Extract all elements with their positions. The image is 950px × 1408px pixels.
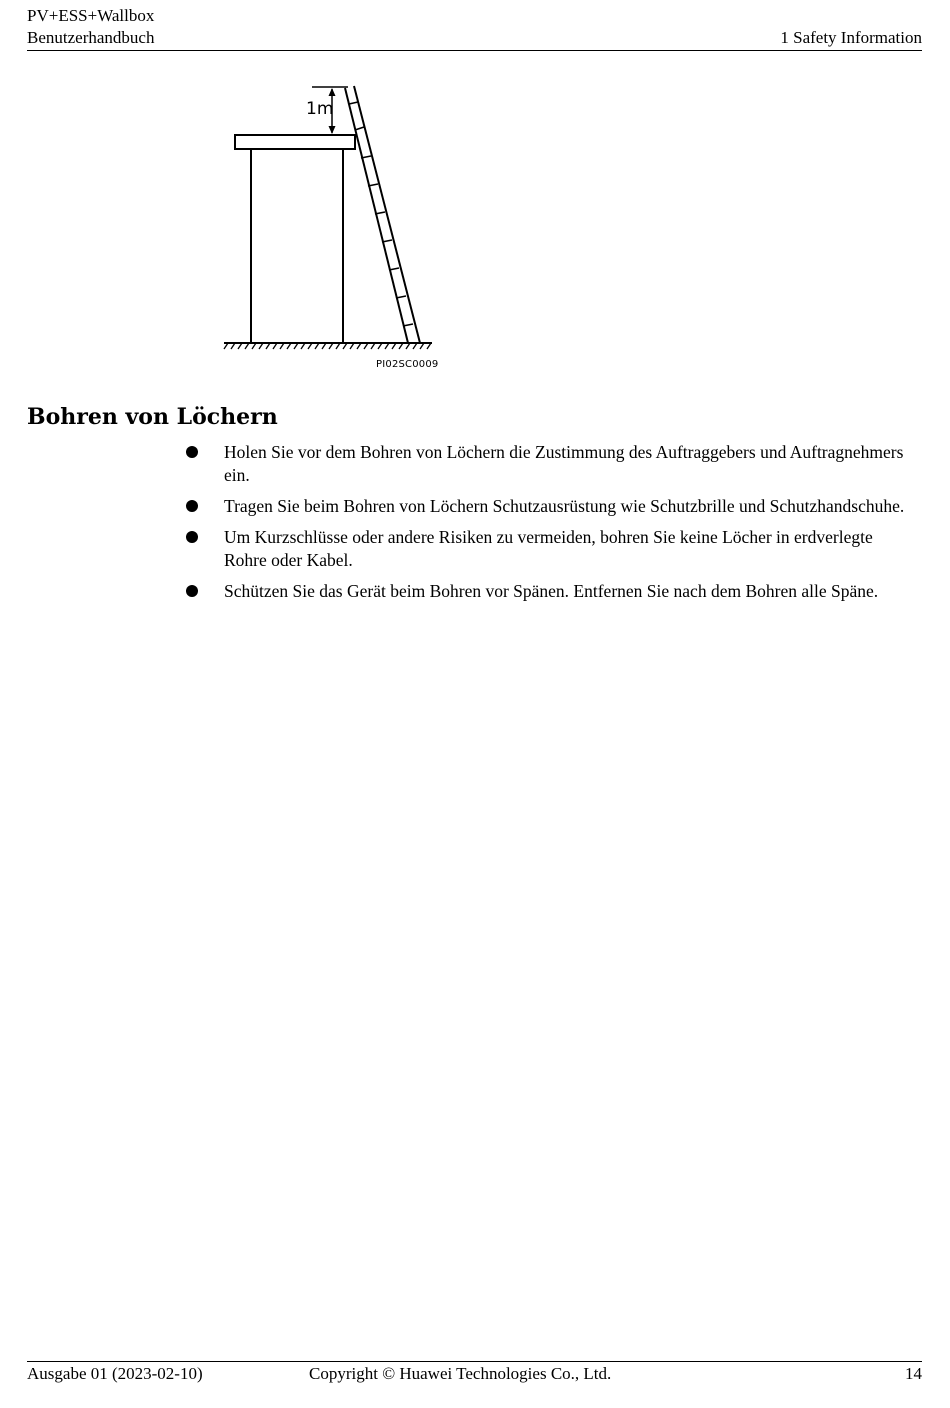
list-item (186, 580, 906, 603)
list-item-text: Holen Sie vor dem Bohren von Löchern die Zustimmung des Auftraggebers und Auftragnehmers ein. (224, 442, 904, 485)
page-number: 14 (905, 1364, 922, 1383)
dimension-label: 1m (306, 99, 334, 119)
header-left (27, 5, 154, 49)
header-divider (27, 50, 922, 51)
bullet-icon (186, 531, 198, 543)
footer-edition: Ausgabe 01 (2023-02-10) (27, 1364, 203, 1383)
ladder-against-wall-icon (220, 80, 450, 380)
list-item (186, 495, 906, 518)
bullet-icon (186, 446, 198, 458)
list-item-text: Tragen Sie beim Bohren von Löchern Schutzausrüstung wie Schutzbrille und Schutzhandschuhe. (224, 496, 905, 516)
footer-copyright: Copyright © Huawei Technologies Co., Ltd. (309, 1364, 612, 1383)
header-manual: Benutzerhandbuch (27, 28, 155, 47)
section-title: Bohren von Löchern (27, 404, 278, 430)
ladder-figure (220, 80, 450, 380)
figure-id: PI02SC0009 (376, 359, 439, 370)
list-item-text: Um Kurzschlüsse oder andere Risiken zu vermeiden, bohren Sie keine Löcher in erdverlegte Rohre oder Kabel. (224, 527, 873, 570)
bullet-icon (186, 585, 198, 597)
bullet-icon (186, 500, 198, 512)
footer-divider (27, 1361, 922, 1362)
list-item (186, 526, 906, 572)
list-item-text: Schützen Sie das Gerät beim Bohren vor Spänen. Entfernen Sie nach dem Bohren alle Späne. (224, 581, 879, 601)
list-item (186, 441, 906, 487)
header-chapter: 1 Safety Information (780, 28, 922, 47)
header-product: PV+ESS+Wallbox (27, 6, 155, 25)
bullet-list (186, 441, 906, 611)
